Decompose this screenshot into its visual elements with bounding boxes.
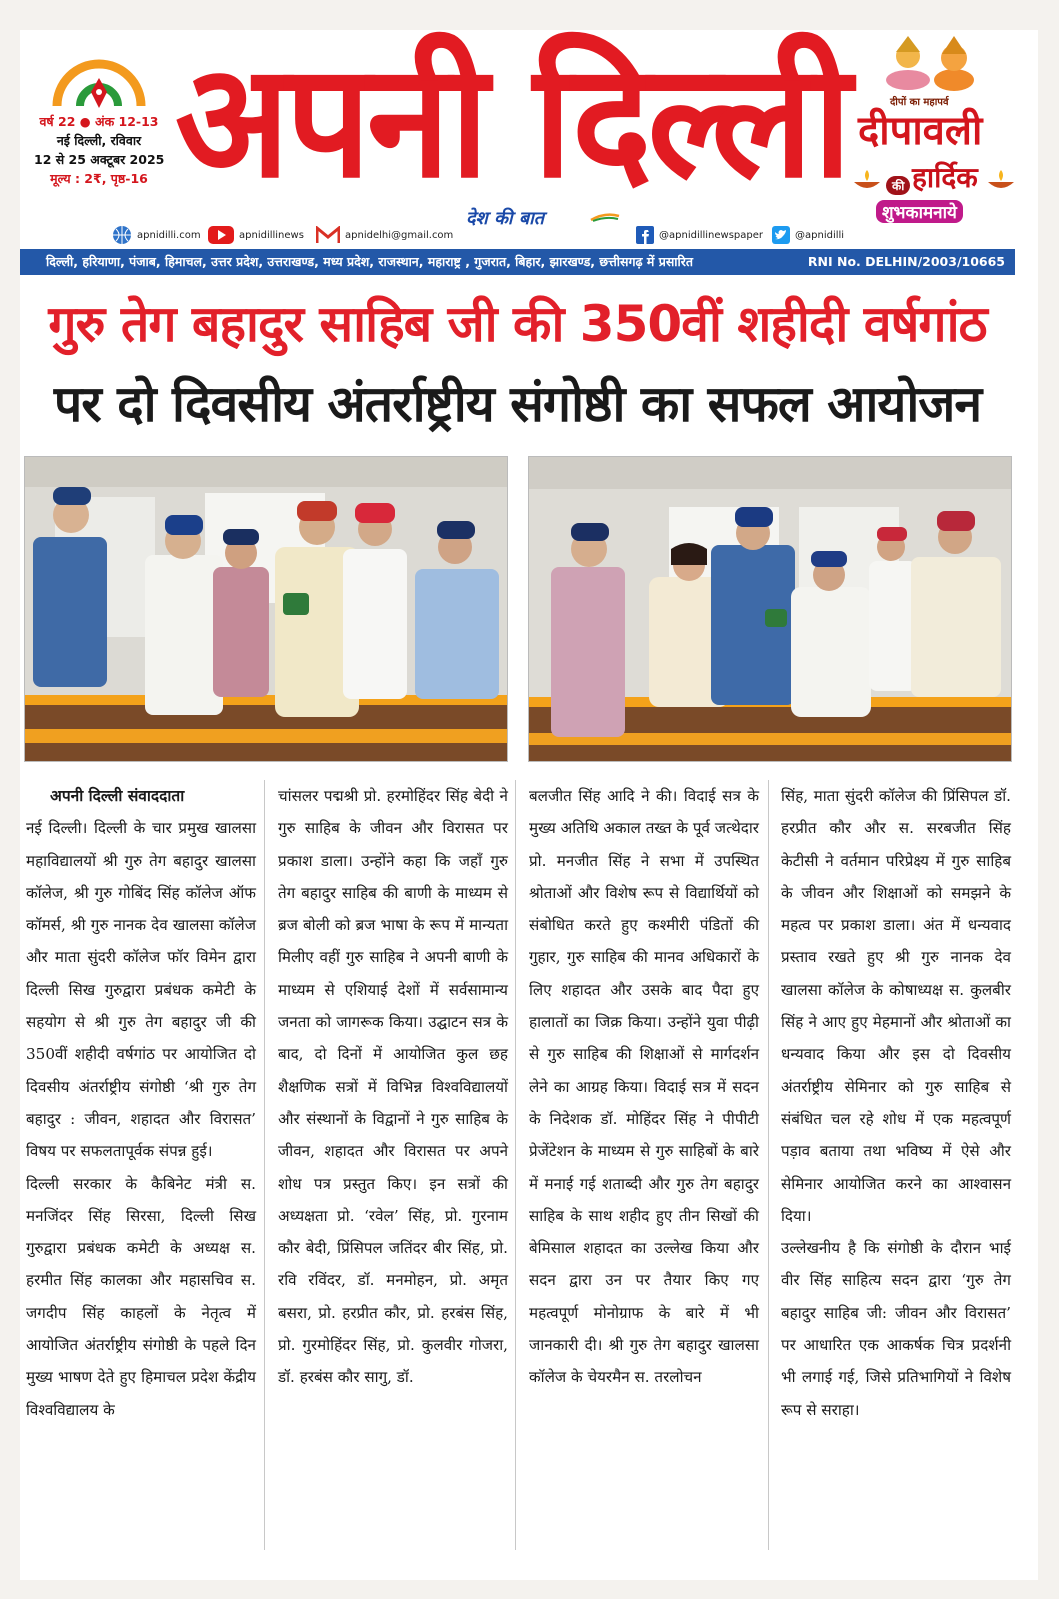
article-column-2 [278, 780, 508, 1394]
event-photo-left-image [25, 457, 507, 761]
diya-lamp-icon [986, 170, 1016, 192]
issue-place-day: नई दिल्ली, रविवार [56, 133, 142, 148]
diya-lamp-icon [852, 170, 882, 192]
rni-number: RNI No. DELHIN/2003/10665 [807, 254, 1005, 269]
masthead-tagline: देश की बात [466, 208, 545, 229]
column-rule [515, 780, 516, 1550]
article-paragraph: सिंह, माता सुंदरी कॉलेज की प्रिंसिपल डॉ. हरप्रीत कौर और स. सरबजीत सिंह केटीसी ने वर्तमान परिप्रेक्ष्य में गुरु साहिब के जीवन और शिक्षाओं को समझने के महत्व पर प्रकाश डाला। अंत में धन्यवाद प्रस्ताव रखते हुए श्री गुरु नानक देव खालसा कॉलेज के कोषाध्यक्ष स. कुलबीर सिंह ने आए हुए मेहमानों और श्रोताओं का धन्यवाद किया और इस दो दिवसीय अंतर्राष्ट्रीय सेमिनार को गुरु साहिब से संबंधित चल रहे शोध में एक महत्वपूर्ण पड़ाव बताया तथा भविष्य में ऐसे और सेमिनार आयोजित करने का आश्वासन दिया। [781, 787, 1011, 1225]
headline-line-2: पर दो दिवसीय अंतर्राष्ट्रीय संगोष्ठी का सफल आयोजन [53, 375, 982, 433]
issue-price: मूल्य : 2₹, पृष्ठ-16 [50, 171, 148, 186]
gmail-icon [316, 226, 340, 244]
facebook-text: @apnidillinewspaper [659, 229, 764, 241]
email-text: apnidelhi@gmail.com [345, 229, 454, 241]
article-column-4 [781, 780, 1011, 1426]
issue-dates: 12 से 25 अक्टूबर 2025 [34, 152, 165, 167]
facebook-icon [636, 226, 654, 244]
issue-info [34, 48, 164, 188]
twitter-icon [772, 226, 790, 244]
event-photo-right-image [529, 457, 1011, 761]
twitter-text: @apnidilli [795, 229, 845, 241]
diwali-ki: की [886, 176, 910, 195]
youtube-link[interactable] [208, 224, 304, 246]
youtube-text: apnidillinews [239, 229, 304, 241]
article-paragraph: उल्लेखनीय है कि संगोष्ठी के दौरान भाई वीर सिंह साहित्य सदन द्वारा ‘गुरु तेग बहादुर साहिब जी: जीवन और विरासत’ पर आधारित एक आकर्षक चित्र प्रदर्शनी भी लगाई गई, जिसे प्रतिभागियों ने विशेष रूप से सराहा। [781, 1239, 1011, 1419]
diwali-title: दीपावली [858, 108, 983, 154]
article-paragraph: बलजीत सिंह आदि ने की। विदाई सत्र के मुख्य अतिथि अकाल तख्त के पूर्व जत्थेदार प्रो. मनजीत सिंह ने सभा में उपस्थित श्रोताओं और विशेष रूप से विद्यार्थियों को संबोधित करते हुए कश्मीरी पंडितों की गुहार, गुरु साहिब की मानव अधिकारों के लिए शहादत और उसके बाद पैदा हुए हालातों का जिक्र किया। उन्होंने युवा पीढ़ी से गुरु साहिब की शिक्षाओं से मार्गदर्शन लेने का आग्रह किया। विदाई सत्र में सदन के निदेशक डॉ. मोहिंदर सिंह ने पीपीटी प्रेजेंटेशन के माध्यम से गुरु साहिबों के बारे में मनाई गई शताब्दी और गुरु तेग बहादुर साहिब के साथ शहीद हुए तीन सिखों की बेमिसाल शहादत का उल्लेख किया और सदन द्वारा उन पर तैयार किए गए महत्वपूर्ण मोनोग्राफ के बारे में भी जानकारी दी। श्री गुरु तेग बहादुर खालसा कॉलेज के चेयरमैन स. तरलोचन [529, 787, 759, 1387]
event-photo-left [24, 456, 508, 762]
article-byline: अपनी दिल्ली संवाददाता [50, 787, 185, 805]
column-rule [768, 780, 769, 1550]
facebook-link[interactable] [636, 224, 763, 246]
globe-icon [112, 225, 132, 245]
website-text: apnidilli.com [137, 229, 201, 241]
issue-number: वर्ष 22 ● अंक 12-13 [39, 114, 159, 129]
masthead-title: अपनी दिल्ली [175, 30, 848, 214]
deity-idols-icon [850, 30, 1020, 94]
email-link[interactable] [316, 224, 453, 246]
headline-line-1: गुरु तेग बहादुर साहिब जी की 350वीं शहीदी वर्षगांठ [48, 295, 987, 353]
tagline-swoosh-icon [590, 212, 620, 222]
article-paragraph: दिल्ली सरकार के कैबिनेट मंत्री स. मनजिंदर सिंह सिरसा, दिल्ली सिख गुरुद्वारा प्रबंधक कमेटी के अध्यक्ष स. हरमीत सिंह कालका और महासचिव स. जगदीप सिंह काहलों के नेतृत्व में आयोजित अंतर्राष्ट्रीय संगोष्ठी के पहले दिन मुख्य भाषण देते हुए हिमाचल प्रदेश केंद्रीय विश्वविद्यालय के [26, 1174, 256, 1419]
article-paragraph: नई दिल्ली। दिल्ली के चार प्रमुख खालसा महाविद्यालयों श्री गुरु तेग बहादुर खालसा कॉलेज, श्री गुरु गोबिंद सिंह कॉलेज ऑफ कॉमर्स, श्री गुरु नानक देव खालसा कॉलेज और माता सुंदरी कॉलेज फॉर विमेन द्वारा दिल्ली सिख गुरुद्वारा प्रबंधक कमेटी के सहयोग से श्री गुरु तेग बहादुर जी की 350वीं शहीदी वर्षगांठ पर आयोजित दो दिवसीय अंतर्राष्ट्रीय संगोष्ठी ‘श्री गुरु तेग बहादुर : जीवन, शहादत और विरासत’ विषय पर सफलतापूर्वक संपन्न हुई। [26, 819, 256, 1161]
diwali-greeting [850, 30, 1020, 223]
article-paragraph: चांसलर पद्मश्री प्रो. हरमोहिंदर सिंह बेदी ने गुरु साहिब के जीवन और विरासत पर प्रकाश डाला। उन्होंने कहा कि जहाँ गुरु तेग बहादुर साहिब की बाणी के माध्यम से ब्रज बोली को ब्रज भाषा के रूप में मान्यता मिलीए वहीं गुरु साहिब ने अपनी बाणी के माध्यम से एशियाई देशों में सर्वसामान्य जनता को जागरूक किया। उद्घाटन सत्र के बाद, दो दिनों में आयोजित कुल छह शैक्षणिक सत्रों में विभिन्न विश्वविद्यालयों और संस्थानों के विद्वानों ने गुरु साहिब के जीवन, शहादत और विरासत पर अपने शोध पत्र प्रस्तुत किए। इन सत्रों की अध्यक्षता प्रो. ‘रवेल’ सिंह, प्रो. गुरनाम कौर बेदी, प्रिंसिपल जतिंदर बीर सिंह, प्रो. रवि रविंदर, डॉ. मनमोहन, प्रो. अमृत बसरा, प्रो. हरप्रीत कौर, प्रो. हरबंस सिंह, प्रो. गुरमोहिंदर सिंह, प्रो. कुलवीर गोजरा, डॉ. हरबंस कौर सागु, डॉ. [278, 787, 508, 1387]
twitter-link[interactable] [772, 224, 844, 246]
distribution-states: दिल्ली, हरियाणा, पंजाब, हिमाचल, उत्तर प्रदेश, उत्तराखण्ड, मध्य प्रदेश, राजस्थान, महाराष्ट्र , गुजरात, बिहार, झारखण्ड, छत्तीसगढ़ में प्रसारित [46, 254, 694, 269]
event-photo-right [528, 456, 1012, 762]
diwali-hardik: हार्दिक [912, 161, 978, 194]
column-rule [264, 780, 265, 1550]
website-link[interactable] [112, 224, 201, 246]
diwali-subtitle: दीपों का महापर्व [890, 97, 949, 108]
diwali-wishes: शुभकामनाये [876, 200, 963, 223]
newspaper-logo-icon [49, 48, 149, 110]
article-column-3 [529, 780, 759, 1394]
distribution-bar [20, 249, 1015, 275]
social-links [112, 224, 852, 246]
youtube-icon [208, 226, 234, 244]
article-column-1 [26, 780, 256, 1426]
